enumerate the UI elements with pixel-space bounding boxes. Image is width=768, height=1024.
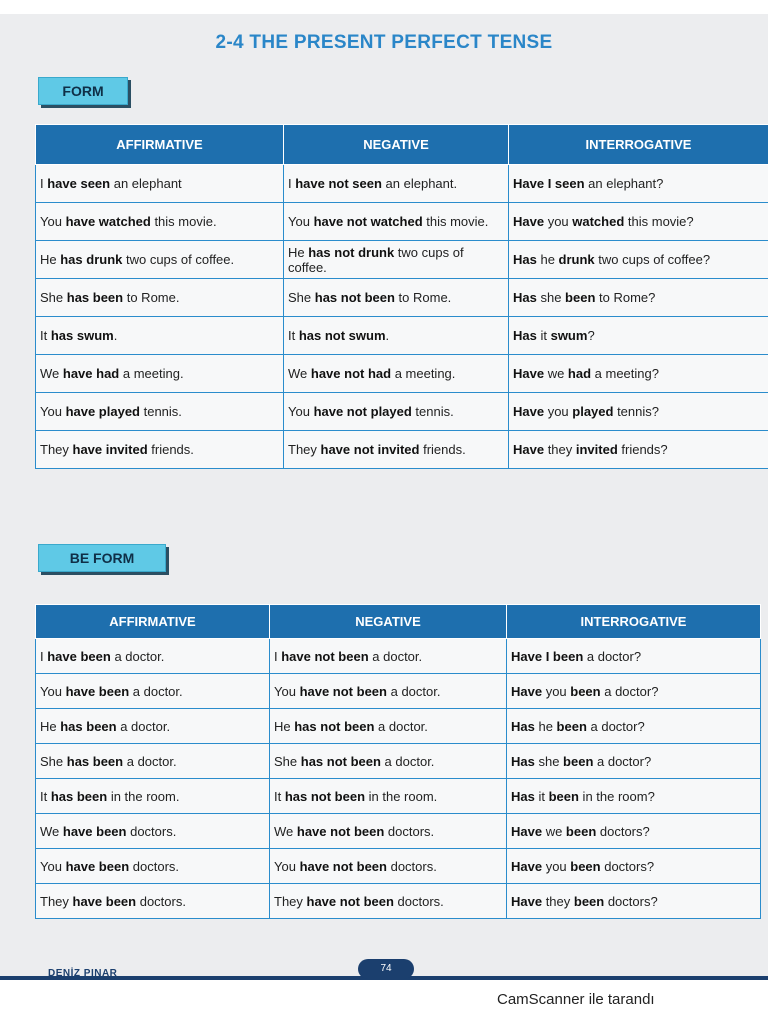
affirmative-cell: She has been a doctor. [36, 744, 270, 779]
negative-cell: I have not been a doctor. [270, 639, 507, 674]
table-row [36, 849, 761, 884]
interrogative-cell: Has it been in the room? [507, 779, 761, 814]
negative-cell: She has not been a doctor. [270, 744, 507, 779]
page-number: 74 [358, 959, 414, 979]
affirmative-cell: It has been in the room. [36, 779, 270, 814]
negative-cell: It has not been in the room. [270, 779, 507, 814]
negative-cell: He has not drunk two cups of coffee. [284, 241, 509, 279]
table-row [36, 431, 768, 469]
negative-cell: They have not been doctors. [270, 884, 507, 919]
table-row [36, 279, 768, 317]
negative-cell: It has not swum. [284, 317, 509, 355]
affirmative-cell: You have watched this movie. [36, 203, 284, 241]
affirmative-cell: You have been doctors. [36, 849, 270, 884]
textbook-page [0, 14, 768, 980]
form-table [35, 124, 768, 469]
form-section-tag: FORM [38, 77, 128, 105]
negative-cell: We have not been doctors. [270, 814, 507, 849]
table-row [36, 814, 761, 849]
interrogative-cell: Have we had a meeting? [509, 355, 768, 393]
table-row [36, 744, 761, 779]
be-form-section-tag: BE FORM [38, 544, 166, 572]
table-row [36, 779, 761, 814]
negative-cell: You have not watched this movie. [284, 203, 509, 241]
affirmative-cell: He has drunk two cups of coffee. [36, 241, 284, 279]
negative-cell: They have not invited friends. [284, 431, 509, 469]
table-row [36, 241, 768, 279]
affirmative-cell: I have seen an elephant [36, 165, 284, 203]
affirmative-cell: It has swum. [36, 317, 284, 355]
column-header-interrogative: INTERROGATIVE [507, 605, 761, 639]
table-row [36, 639, 761, 674]
table-row [36, 355, 768, 393]
affirmative-cell: You have been a doctor. [36, 674, 270, 709]
affirmative-cell: We have had a meeting. [36, 355, 284, 393]
interrogative-cell: Have you been a doctor? [507, 674, 761, 709]
interrogative-cell: Have you played tennis? [509, 393, 768, 431]
interrogative-cell: Has he drunk two cups of coffee? [509, 241, 768, 279]
column-header-affirmative: AFFIRMATIVE [36, 605, 270, 639]
table-row [36, 317, 768, 355]
interrogative-cell: Have they invited friends? [509, 431, 768, 469]
table-row [36, 674, 761, 709]
column-header-negative: NEGATIVE [270, 605, 507, 639]
interrogative-cell: Has she been a doctor? [507, 744, 761, 779]
interrogative-cell: Has she been to Rome? [509, 279, 768, 317]
interrogative-cell: Have we been doctors? [507, 814, 761, 849]
affirmative-cell: He has been a doctor. [36, 709, 270, 744]
affirmative-cell: I have been a doctor. [36, 639, 270, 674]
interrogative-cell: Have I been a doctor? [507, 639, 761, 674]
negative-cell: You have not played tennis. [284, 393, 509, 431]
negative-cell: We have not had a meeting. [284, 355, 509, 393]
interrogative-cell: Have you watched this movie? [509, 203, 768, 241]
column-header-interrogative: INTERROGATIVE [509, 125, 768, 165]
interrogative-cell: Has it swum? [509, 317, 768, 355]
negative-cell: He has not been a doctor. [270, 709, 507, 744]
affirmative-cell: We have been doctors. [36, 814, 270, 849]
affirmative-cell: They have invited friends. [36, 431, 284, 469]
table-row [36, 884, 761, 919]
interrogative-cell: Have you been doctors? [507, 849, 761, 884]
table-row [36, 393, 768, 431]
affirmative-cell: She has been to Rome. [36, 279, 284, 317]
negative-cell: I have not seen an elephant. [284, 165, 509, 203]
interrogative-cell: Have I seen an elephant? [509, 165, 768, 203]
be-form-table [35, 604, 761, 919]
interrogative-cell: Have they been doctors? [507, 884, 761, 919]
scanner-watermark-text: CamScanner ile tarandı [497, 991, 655, 1008]
interrogative-cell: Has he been a doctor? [507, 709, 761, 744]
negative-cell: She has not been to Rome. [284, 279, 509, 317]
page-title: 2-4 THE PRESENT PERFECT TENSE [215, 32, 553, 53]
table-row [36, 709, 761, 744]
table-row [36, 165, 768, 203]
affirmative-cell: They have been doctors. [36, 884, 270, 919]
column-header-affirmative: AFFIRMATIVE [36, 125, 284, 165]
negative-cell: You have not been doctors. [270, 849, 507, 884]
table-row [36, 203, 768, 241]
column-header-negative: NEGATIVE [284, 125, 509, 165]
affirmative-cell: You have played tennis. [36, 393, 284, 431]
publisher-logo: DENİZ PINAR [48, 968, 118, 979]
negative-cell: You have not been a doctor. [270, 674, 507, 709]
